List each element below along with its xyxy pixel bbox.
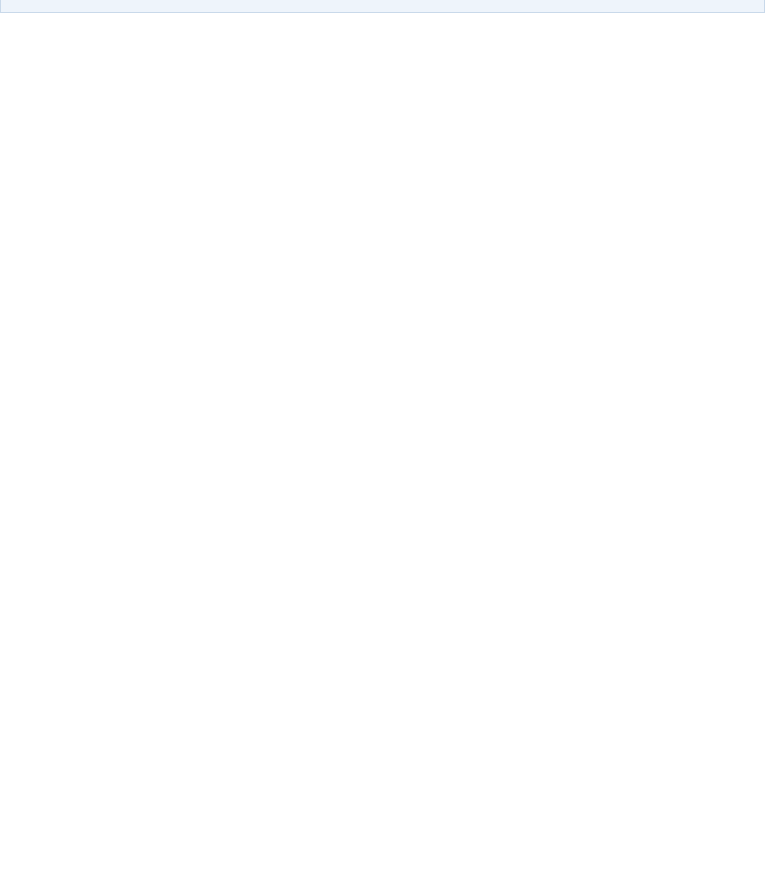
table-header [0,30,765,50]
breadcrumb [0,0,765,13]
